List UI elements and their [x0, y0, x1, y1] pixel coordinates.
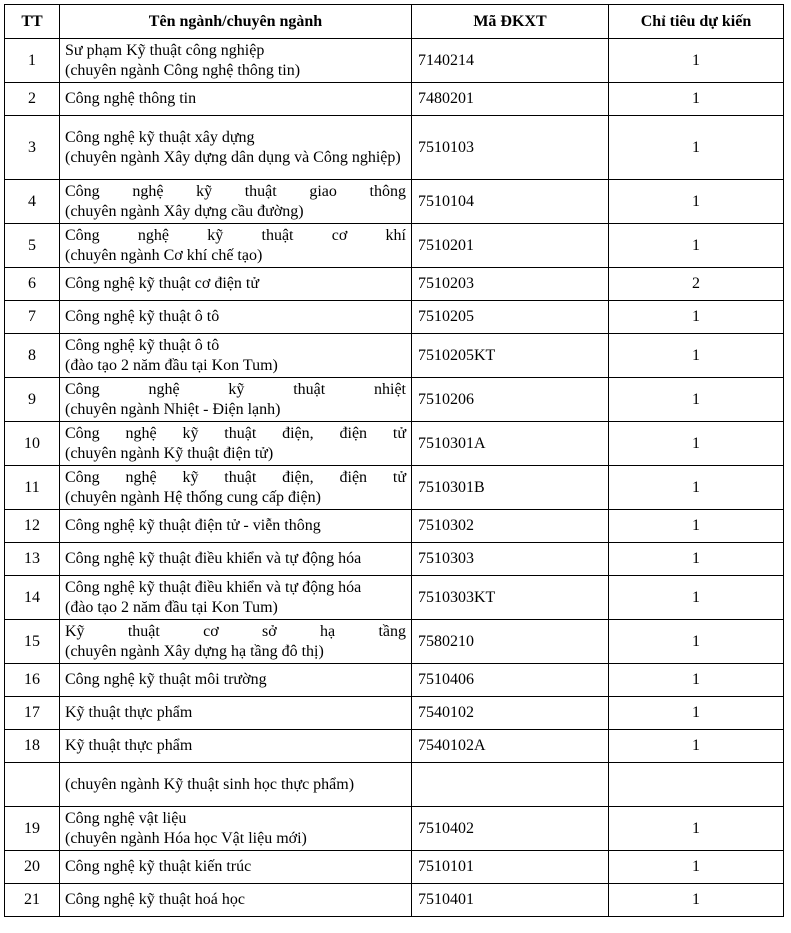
expected-quota: 1	[609, 301, 784, 334]
header-quota: Chỉ tiêu dự kiến	[609, 5, 784, 39]
admission-code: 7510103	[412, 116, 609, 180]
row-number: 4	[5, 180, 60, 224]
row-number: 17	[5, 697, 60, 730]
major-specialization: (đào tạo 2 năm đầu tại Kon Tum)	[65, 598, 278, 616]
table-row	[5, 39, 784, 83]
major-name-cell	[60, 268, 412, 301]
row-number: 8	[5, 334, 60, 378]
table-row	[5, 730, 784, 763]
table-row	[5, 268, 784, 301]
major-name-cell	[60, 807, 412, 851]
major-name-cell	[60, 510, 412, 543]
expected-quota: 1	[609, 116, 784, 180]
expected-quota: 1	[609, 83, 784, 116]
row-number: 14	[5, 576, 60, 620]
table-row	[5, 851, 784, 884]
major-specialization: (chuyên ngành Xây dựng dân dụng và Công nghiệp)	[65, 148, 401, 166]
expected-quota: 1	[609, 664, 784, 697]
expected-quota: 1	[609, 466, 784, 510]
row-number: 9	[5, 378, 60, 422]
major-specialization: (chuyên ngành Xây dựng hạ tầng đô thị)	[65, 642, 324, 660]
row-number: 20	[5, 851, 60, 884]
major-name-cell	[60, 576, 412, 620]
admission-code: 7510402	[412, 807, 609, 851]
major-name: Công nghệ kỹ thuật xây dựng	[65, 128, 255, 146]
admission-code: 7540102	[412, 697, 609, 730]
major-name: Kỹ thuật cơ sở hạ tầng	[65, 622, 406, 640]
row-number: 6	[5, 268, 60, 301]
major-specialization: (đào tạo 2 năm đầu tại Kon Tum)	[65, 356, 278, 374]
expected-quota: 1	[609, 39, 784, 83]
expected-quota: 2	[609, 268, 784, 301]
expected-quota: 1	[609, 730, 784, 763]
row-number: 2	[5, 83, 60, 116]
major-specialization: (chuyên ngành Công nghệ thông tin)	[65, 61, 301, 79]
expected-quota: 1	[609, 180, 784, 224]
major-specialization: (chuyên ngành Hóa học Vật liệu mới)	[65, 829, 307, 847]
major-name-cell	[60, 620, 412, 664]
admission-code: 7140214	[412, 39, 609, 83]
expected-quota: 1	[609, 807, 784, 851]
major-name: Công nghệ kỹ thuật điều khiển và tự động hóa	[65, 578, 362, 596]
major-name: Kỹ thuật thực phẩm	[65, 704, 193, 721]
table-row	[5, 116, 784, 180]
table-body	[5, 39, 784, 917]
admission-code: 7510401	[412, 884, 609, 917]
admission-code: 7540102A	[412, 730, 609, 763]
row-number: 15	[5, 620, 60, 664]
major-name-cell	[60, 334, 412, 378]
expected-quota: 1	[609, 510, 784, 543]
row-number: 21	[5, 884, 60, 917]
admission-code: 7510203	[412, 268, 609, 301]
table-row	[5, 884, 784, 917]
major-name-cell	[60, 301, 412, 334]
table-row	[5, 763, 784, 807]
major-specialization: (chuyên ngành Xây dựng cầu đường)	[65, 202, 304, 220]
table-row	[5, 576, 784, 620]
row-number: 1	[5, 39, 60, 83]
major-name-cell	[60, 180, 412, 224]
table-row	[5, 83, 784, 116]
major-name: Công nghệ kỹ thuật hoá học	[65, 891, 245, 908]
table-row	[5, 543, 784, 576]
major-name-cell	[60, 83, 412, 116]
admission-quota-table	[4, 4, 784, 917]
expected-quota: 1	[609, 422, 784, 466]
table-row	[5, 697, 784, 730]
admission-code: 7510302	[412, 510, 609, 543]
header-code: Mã ĐKXT	[412, 5, 609, 39]
major-name: Công nghệ kỹ thuật điện, điện tử	[65, 468, 406, 486]
expected-quota: 1	[609, 697, 784, 730]
expected-quota: 1	[609, 334, 784, 378]
major-name: (chuyên ngành Kỹ thuật sinh học thực phẩm)	[65, 775, 355, 793]
expected-quota: 1	[609, 620, 784, 664]
major-name-cell	[60, 763, 412, 807]
table-row	[5, 466, 784, 510]
admission-code: 7580210	[412, 620, 609, 664]
admission-code: 7510301A	[412, 422, 609, 466]
row-number: 16	[5, 664, 60, 697]
major-name: Công nghệ kỹ thuật điện, điện tử	[65, 424, 406, 442]
major-name: Công nghệ kỹ thuật điện tử - viễn thông	[65, 517, 321, 534]
row-number: 18	[5, 730, 60, 763]
table-row	[5, 510, 784, 543]
row-number: 7	[5, 301, 60, 334]
major-name-cell	[60, 851, 412, 884]
table-row	[5, 378, 784, 422]
row-number: 5	[5, 224, 60, 268]
expected-quota: 1	[609, 851, 784, 884]
row-number: 3	[5, 116, 60, 180]
table-row	[5, 334, 784, 378]
major-specialization: (chuyên ngành Hệ thống cung cấp điện)	[65, 488, 321, 506]
row-number: 10	[5, 422, 60, 466]
admission-code: 7510301B	[412, 466, 609, 510]
admission-code: 7510104	[412, 180, 609, 224]
admission-code: 7480201	[412, 83, 609, 116]
table-row	[5, 224, 784, 268]
admission-code: 7510101	[412, 851, 609, 884]
row-number	[5, 763, 60, 807]
expected-quota: 1	[609, 884, 784, 917]
table-row	[5, 807, 784, 851]
major-specialization: (chuyên ngành Nhiệt - Điện lạnh)	[65, 400, 281, 418]
major-name: Công nghệ kỹ thuật môi trường	[65, 671, 267, 688]
major-name-cell	[60, 664, 412, 697]
row-number: 13	[5, 543, 60, 576]
admission-code: 7510205	[412, 301, 609, 334]
major-name: Sư phạm Kỹ thuật công nghiệp	[65, 41, 265, 59]
header-tt: TT	[5, 5, 60, 39]
expected-quota: 1	[609, 543, 784, 576]
major-name: Công nghệ kỹ thuật điều khiển và tự động hóa	[65, 550, 362, 567]
major-name-cell	[60, 422, 412, 466]
major-name: Công nghệ kỹ thuật ô tô	[65, 308, 220, 325]
expected-quota: 1	[609, 378, 784, 422]
major-specialization: (chuyên ngành Kỹ thuật điện tử)	[65, 444, 274, 462]
major-name: Công nghệ thông tin	[65, 90, 197, 107]
table-header-row	[5, 5, 784, 39]
table-row	[5, 664, 784, 697]
major-name-cell	[60, 697, 412, 730]
major-name-cell	[60, 116, 412, 180]
table-row	[5, 422, 784, 466]
major-name: Công nghệ kỹ thuật nhiệt	[65, 380, 406, 398]
header-name: Tên ngành/chuyên ngành	[60, 5, 412, 39]
row-number: 11	[5, 466, 60, 510]
admission-code: 7510406	[412, 664, 609, 697]
row-number: 19	[5, 807, 60, 851]
admission-code: 7510201	[412, 224, 609, 268]
major-name: Công nghệ kỹ thuật kiến trúc	[65, 858, 252, 875]
major-name-cell	[60, 884, 412, 917]
expected-quota: 1	[609, 224, 784, 268]
table-row	[5, 180, 784, 224]
major-name: Công nghệ kỹ thuật giao thông	[65, 182, 406, 200]
admission-code	[412, 763, 609, 807]
major-name: Kỹ thuật thực phẩm	[65, 737, 193, 754]
major-name: Công nghệ kỹ thuật cơ điện tử	[65, 275, 259, 292]
admission-code: 7510303	[412, 543, 609, 576]
admission-code: 7510303KT	[412, 576, 609, 620]
major-name: Công nghệ vật liệu	[65, 809, 187, 827]
expected-quota	[609, 763, 784, 807]
row-number: 12	[5, 510, 60, 543]
admission-table-container	[4, 4, 784, 917]
major-name-cell	[60, 224, 412, 268]
admission-code: 7510206	[412, 378, 609, 422]
table-row	[5, 301, 784, 334]
major-name-cell	[60, 466, 412, 510]
major-name: Công nghệ kỹ thuật cơ khí	[65, 226, 406, 244]
expected-quota: 1	[609, 576, 784, 620]
admission-code: 7510205KT	[412, 334, 609, 378]
major-name: Công nghệ kỹ thuật ô tô	[65, 336, 220, 354]
major-specialization: (chuyên ngành Cơ khí chế tạo)	[65, 246, 263, 264]
major-name-cell	[60, 730, 412, 763]
table-row	[5, 620, 784, 664]
major-name-cell	[60, 39, 412, 83]
major-name-cell	[60, 543, 412, 576]
major-name-cell	[60, 378, 412, 422]
